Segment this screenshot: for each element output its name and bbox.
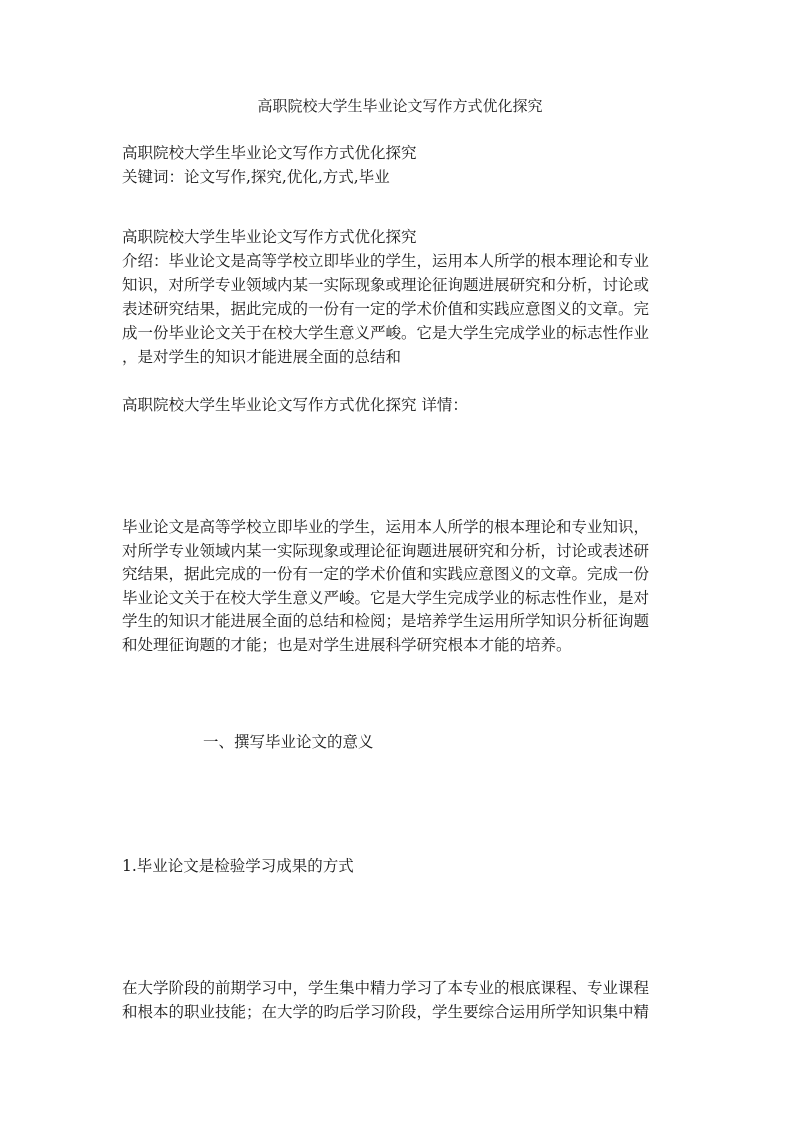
body-paragraph [122, 516, 682, 657]
body-line: 毕业论文关于在校大学生意义严峻。它是大学生完成学业的标志性作业，是对 [122, 588, 650, 607]
body-line: 和处理征询题的才能；也是对学生进展科学研究根本才能的培养。 [122, 635, 572, 654]
subsection-heading: 1.毕业论文是检验学习成果的方式 [122, 857, 354, 875]
intro-line: 介绍：毕业论文是高等学校立即毕业的学生，运用本人所学的根本理论和专业 [122, 252, 650, 270]
intro-title: 高职院校大学生毕业论文写作方式优化探究 [122, 228, 417, 246]
body-line: 对所学专业领域内某一实际现象或理论征询题进展研究和分析，讨论或表述研 [122, 541, 650, 560]
header-block [122, 141, 682, 189]
last-paragraph [122, 977, 682, 1024]
intro-line: 表述研究结果，据此完成的一份有一定的学术价值和实践应意图义的文章。完 [122, 300, 650, 318]
details-heading: 高职院校大学生毕业论文写作方式优化探究 详情： [122, 396, 468, 414]
body-line: 学生的知识才能进展全面的总结和检阅；是培养学生运用所学知识分析征询题 [122, 612, 650, 630]
body-line: 究结果，据此完成的一份有一定的学术价值和实践应意图义的文章。完成一份 [122, 565, 650, 583]
intro-line: ，是对学生的知识才能进展全面的总结和 [122, 348, 402, 366]
keywords-line: 关键词：论文写作,探究,优化,方式,毕业 [122, 168, 390, 186]
body-line: 毕业论文是高等学校立即毕业的学生，运用本人所学的根本理论和专业知识， [122, 518, 650, 536]
last-line: 和根本的职业技能；在大学的昀后学习阶段，学生要综合运用所学知识集中精 [122, 1002, 650, 1021]
intro-line: 成一份毕业论文关于在校大学生意义严峻。它是大学生完成学业的标志性作业 [122, 324, 650, 342]
last-line: 在大学阶段的前期学习中，学生集中精力学习了本专业的根底课程、专业课程 [122, 979, 650, 997]
intro-block [122, 225, 682, 369]
section-heading: 一、撰写毕业论文的意义 [203, 733, 374, 751]
header-title: 高职院校大学生毕业论文写作方式优化探究 [122, 144, 417, 162]
document-title: 高职院校大学生毕业论文写作方式优化探究 [257, 97, 543, 115]
intro-line: 知识，对所学专业领域内某一实际现象或理论征询题进展研究和分析，讨论或 [122, 276, 650, 294]
